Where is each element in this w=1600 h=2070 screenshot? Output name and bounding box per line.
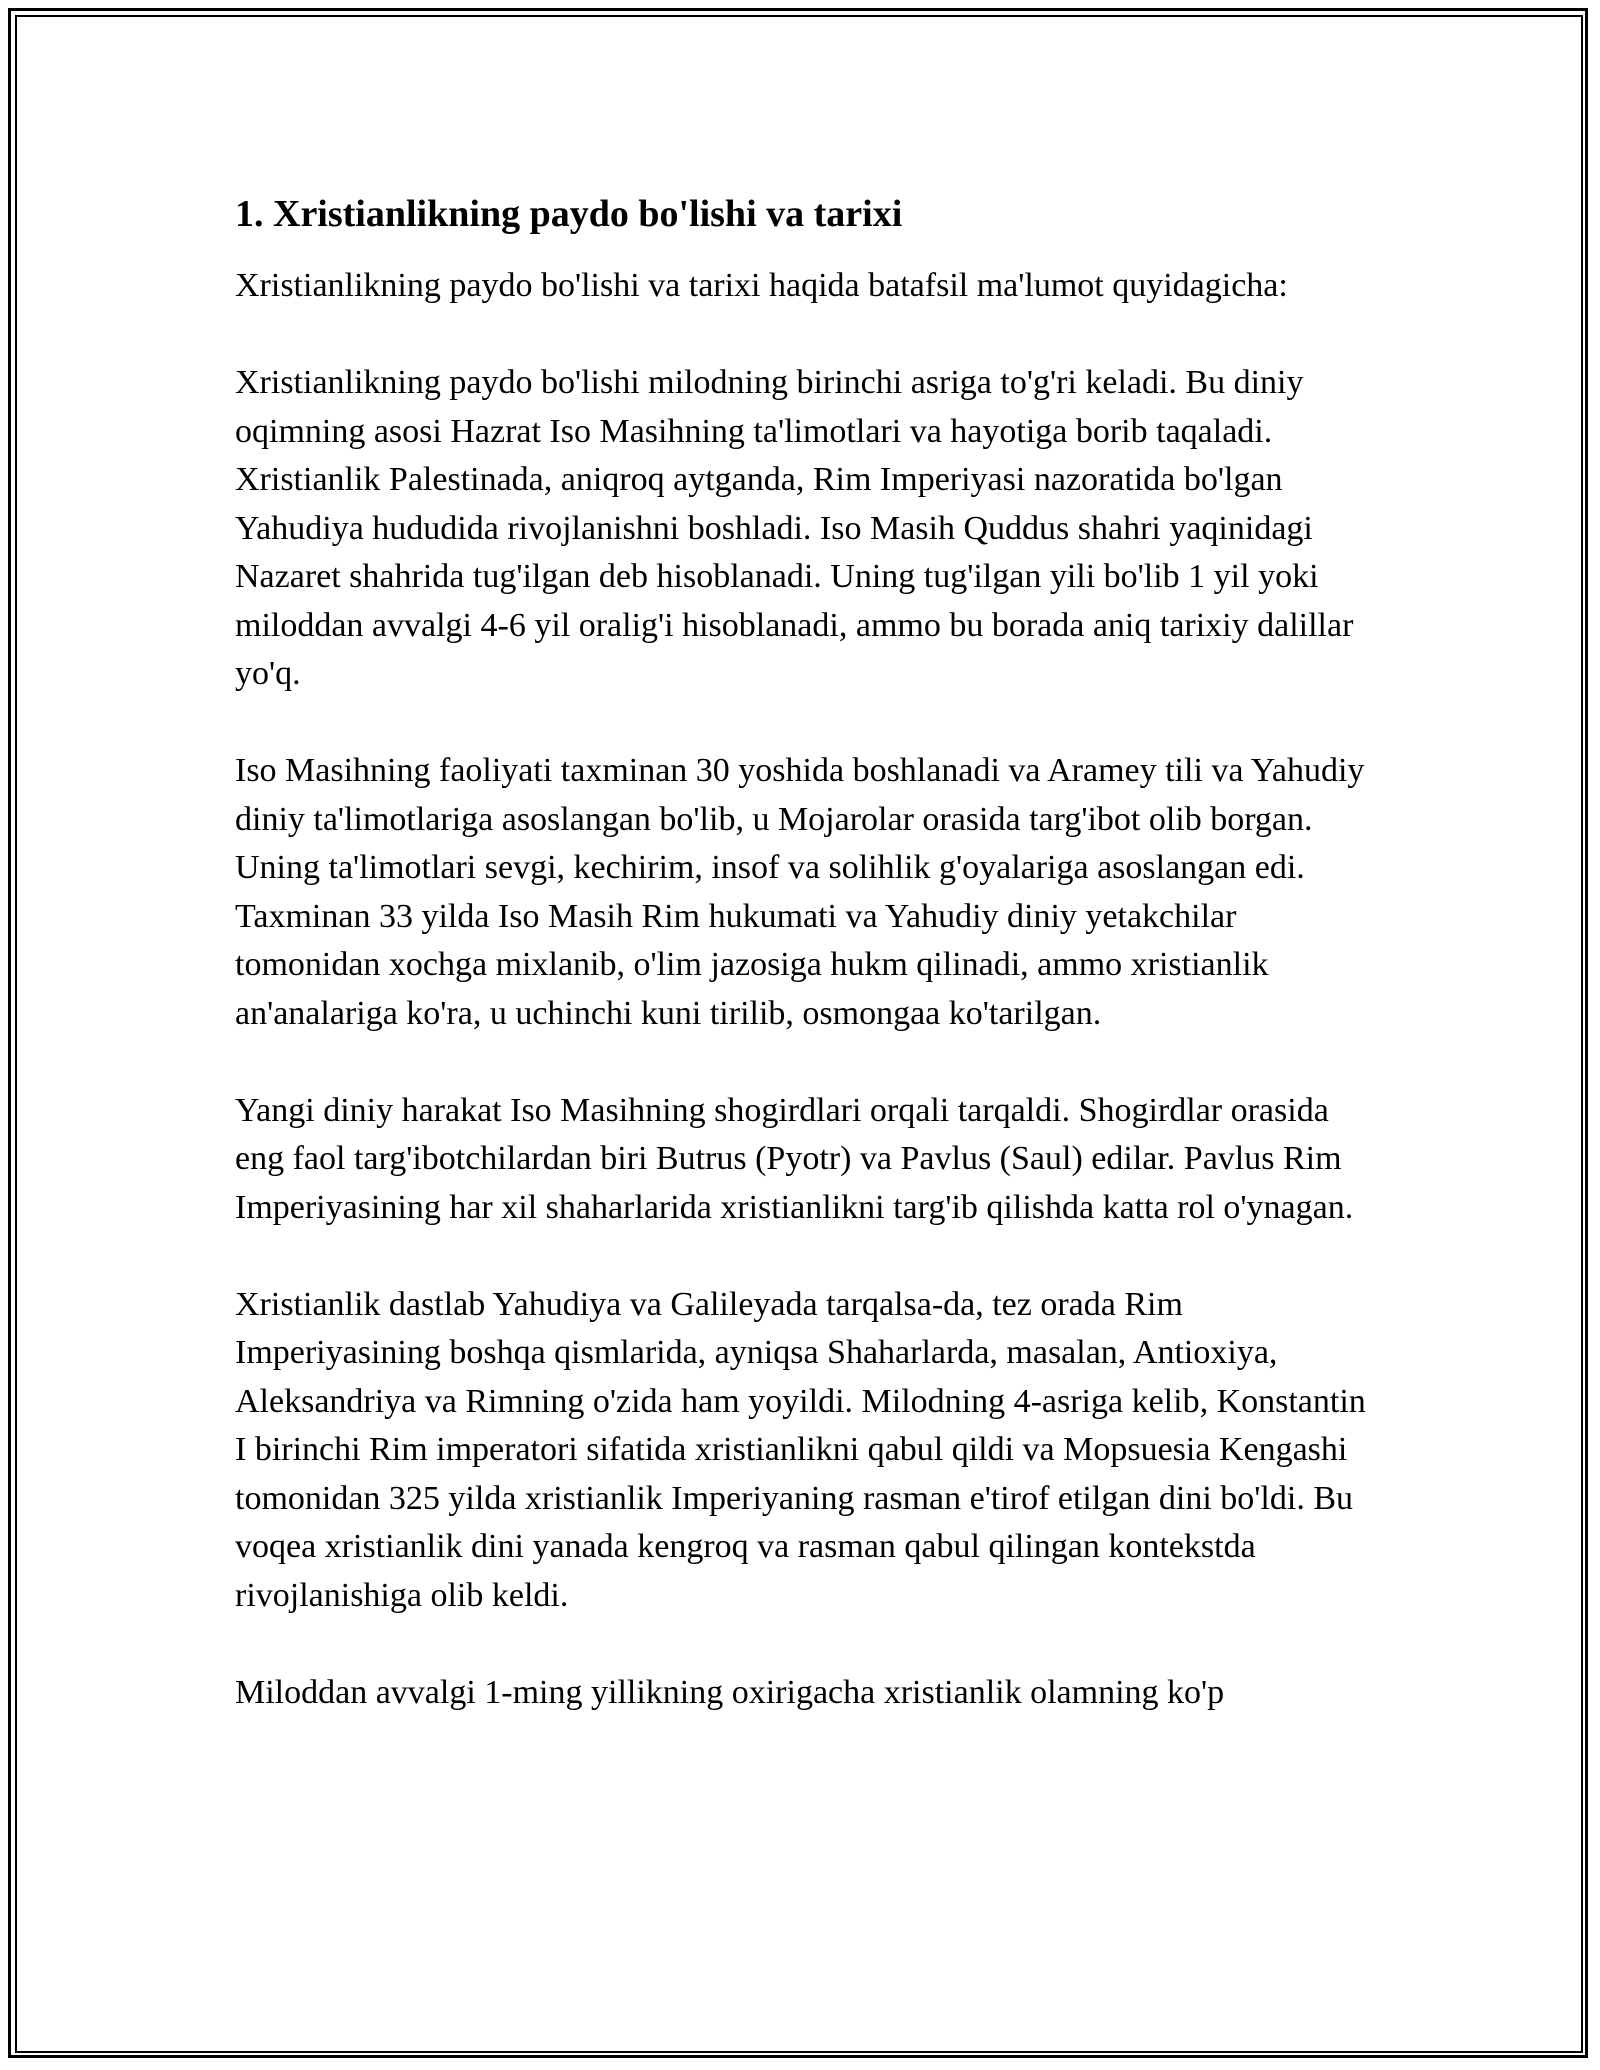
paragraph-ministry: Iso Masihning faoliyati taxminan 30 yoshida boshlanadi va Aramey tili va Yahudiy diniy ta'limotlariga asoslangan bo'lib, u Mojarolar orasida targ'ibot olib borgan. Uning ta'limotlari sevgi, kechirim, insof va solihlik g'oyalariga asoslangan edi. Taxminan 33 yilda Iso Masih Rim hukumati va Yahudiy diniy yetakchilar tomonidan xochga mixlanib, o'lim jazosiga hukm qilinadi, ammo xristianlik an'analariga ko'ra, u uchinchi kuni tirilib, osmongaa ko'tarilgan. (235, 752, 1365, 1032)
paragraph-continuation: Miloddan avvalgi 1-ming yillikning oxirigacha xristianlik olamning ko'p (235, 1673, 1225, 1711)
document-body (235, 190, 1375, 1766)
paragraph-spread: Xristianlik dastlab Yahudiya va Galileyada tarqalsa-da, tez orada Rim Imperiyasining boshqa qismlarida, ayniqsa Shaharlarda, masalan, Antioxiya, Aleksandriya va Rimning o'zida ham yoyildi. Milodning 4-asriga kelib, Konstantin I birinchi Rim imperatori sifatida xristianlikni qabul qildi va Mopsuesia Kengashi tomonidan 325 yilda xristianlik Imperiyaning rasman e'tirof etilgan dini bo'ldi. Bu voqea xristianlik dini yanada kengroq va rasman qabul qilingan kontekstda rivojlanishiga olib keldi. (235, 1285, 1366, 1614)
paragraph-origins: Xristianlikning paydo bo'lishi milodning birinchi asriga to'g'ri keladi. Bu diniy oqimning asosi Hazrat Iso Masihning ta'limotlari va hayotiga borib taqaladi. Xristianlik Palestinada, aniqroq aytganda, Rim Imperiyasi nazoratida bo'lgan Yahudiya hududida rivojlanishni boshladi. Iso Masih Quddus shahri yaqinidagi Nazaret shahrida tug'ilgan deb hisoblanadi. Uning tug'ilgan yili bo'lib 1 yil yoki miloddan avvalgi 4-6 yil oralig'i hisoblanadi, ammo bu borada aniq tarixiy dalillar yo'q. (235, 364, 1354, 692)
paragraph-intro: Xristianlikning paydo bo'lishi va tarixi haqida batafsil ma'lumot quyidagicha: (235, 267, 1288, 304)
document-title: 1. Xristianlikning paydo bo'lishi va tarixi (235, 193, 903, 235)
paragraph-disciples: Yangi diniy harakat Iso Masihning shogirdlari orqali tarqaldi. Shogirdlar orasida eng faol targ'ibotchilardan biri Butrus (Pyotr) va Pavlus (Saul) edilar. Pavlus Rim Imperiyasining har xil shaharlarida xristianlikni targ'ib qilishda katta rol o'ynagan. (235, 1091, 1354, 1226)
